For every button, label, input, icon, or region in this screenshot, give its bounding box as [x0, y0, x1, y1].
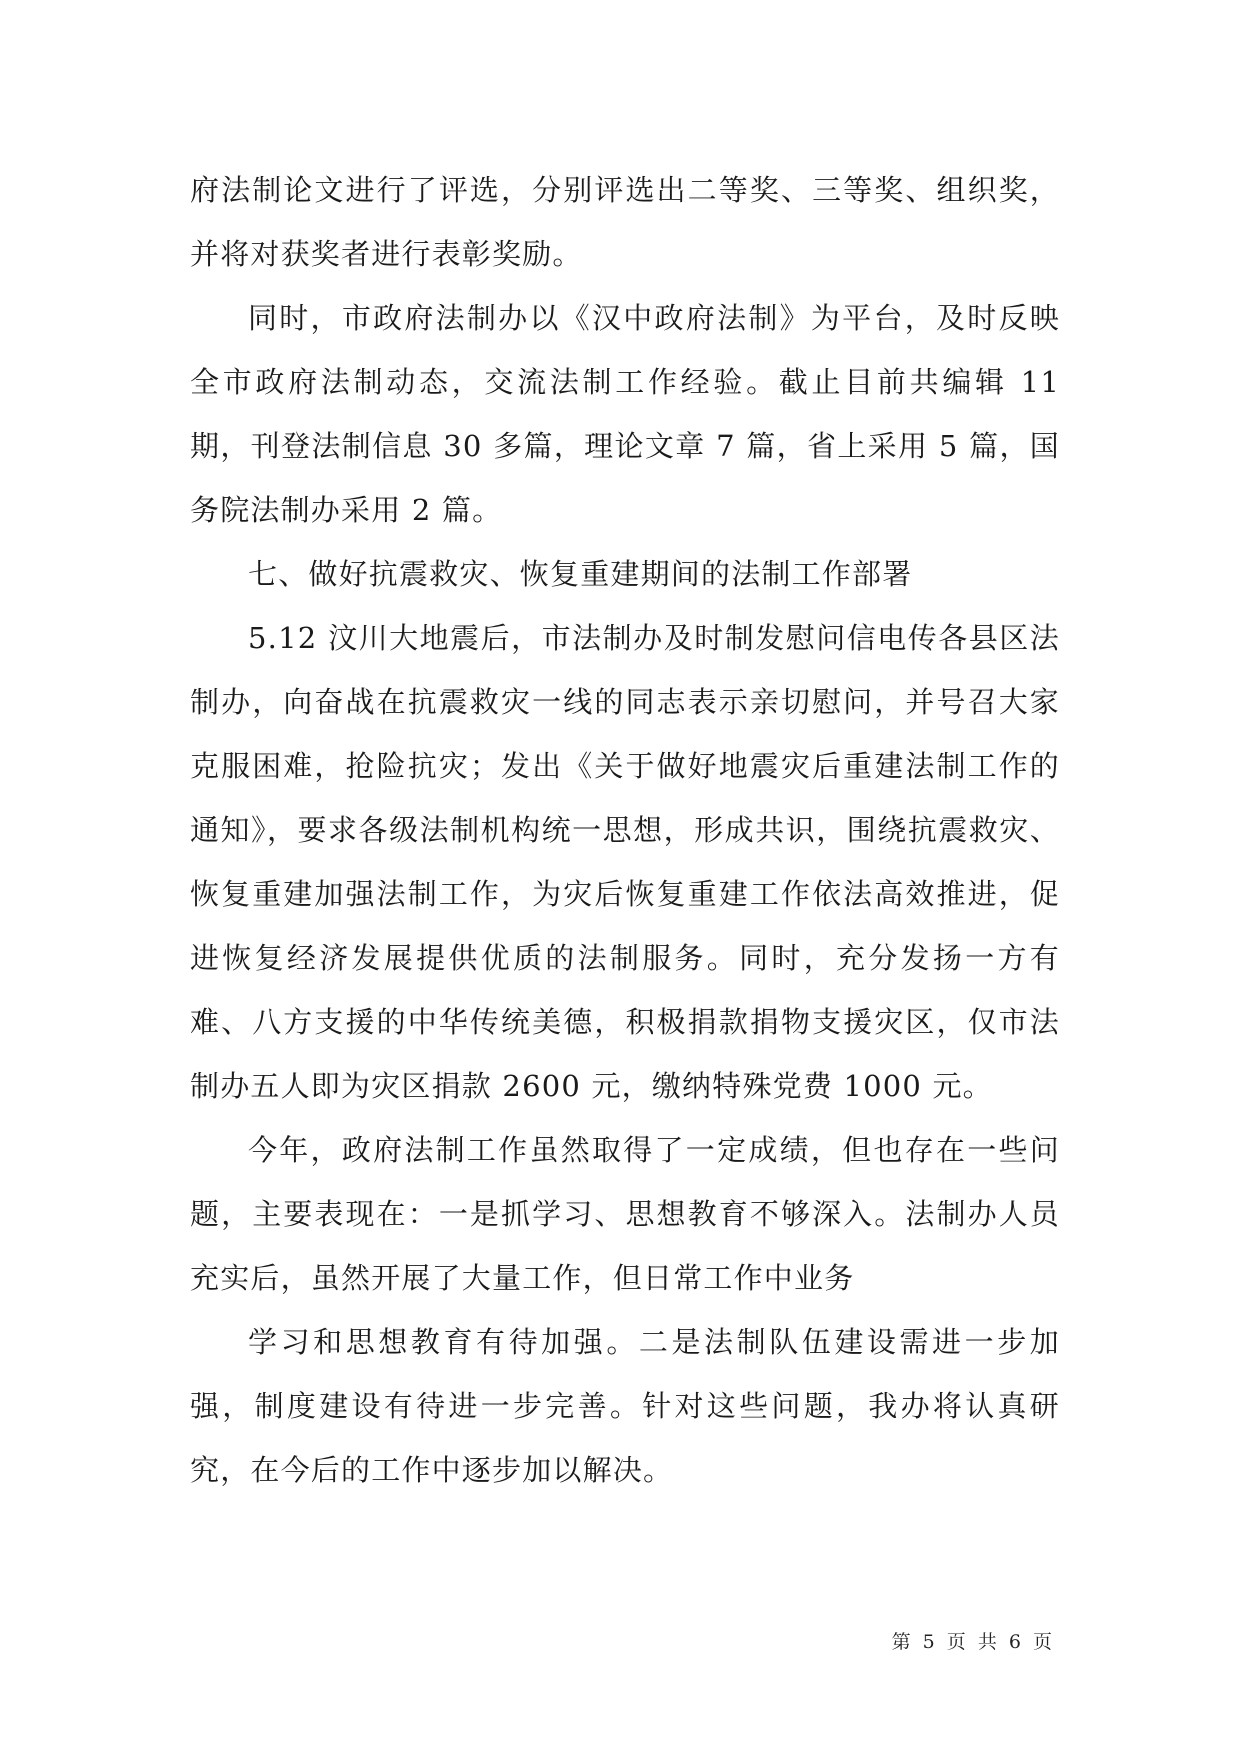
- section-heading-7: 七、做好抗震救灾、恢复重建期间的法制工作部署: [248, 557, 913, 591]
- paragraph-4: 5.12 汶川大地震后，市法制办及时制发慰问信电传各县区法制办，向奋战在抗震救灾一线的同志表示亲切慰问，并号召大家克服困难，抢险抗灾；发出《关于做好地震灾后重建法制工作的通知》，要求各级法制机构统一思想，形成共识，围绕抗震救灾、恢复重建加强法制工作，为灾后恢复重建工作依法高效推进，促进恢复经济发展提供优质的法制服务。同时，充分发扬一方有难、八方支援的中华传统美德，积极捐款捐物支援灾区，仅市法制办五人即为灾区捐款 2600 元，缴纳特殊党费 1000 元。: [190, 621, 1060, 1103]
- page-number-footer: 第 5 页 共 6 页: [891, 1631, 1055, 1653]
- document-body: [190, 158, 1060, 1502]
- paragraph-5: 今年，政府法制工作虽然取得了一定成绩，但也存在一些问题，主要表现在：一是抓学习、思想教育不够深入。法制办人员充实后，虽然开展了大量工作，但日常工作中业务: [190, 1133, 1060, 1295]
- paragraph-2: 同时，市政府法制办以《汉中政府法制》为平台，及时反映全市政府法制动态，交流法制工作经验。截止目前共编辑 11 期，刊登法制信息 30 多篇，理论文章 7 篇，省上采用 5 篇，国务院法制办采用 2 篇。: [190, 301, 1060, 527]
- paragraph-1: 府法制论文进行了评选，分别评选出二等奖、三等奖、组织奖，并将对获奖者进行表彰奖励。: [190, 173, 1060, 271]
- paragraph-6: 学习和思想教育有待加强。二是法制队伍建设需进一步加强，制度建设有待进一步完善。针对这些问题，我办将认真研究，在今后的工作中逐步加以解决。: [190, 1325, 1060, 1487]
